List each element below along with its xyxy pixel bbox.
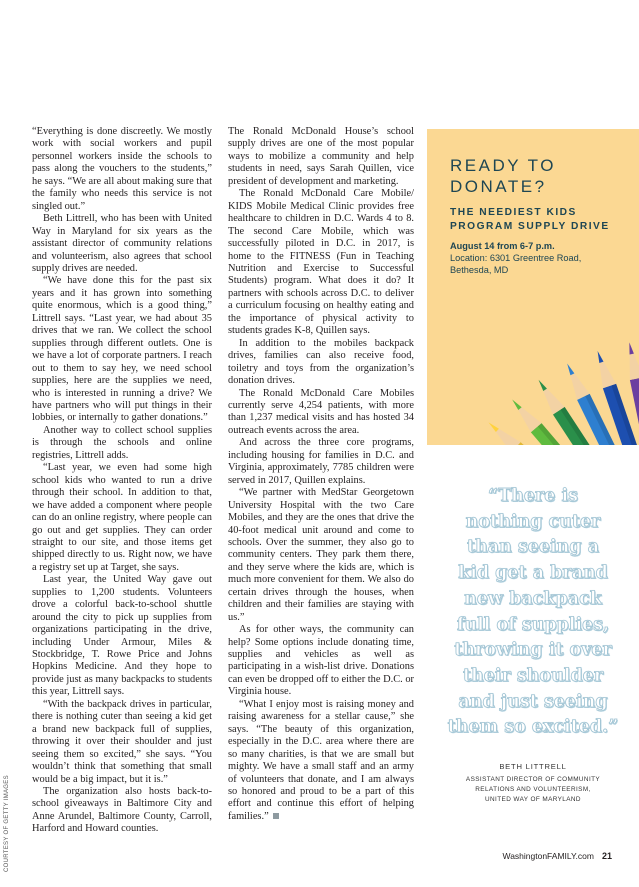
article-paragraph: As for other ways, the community can help? Some options include donating time, supplies and vehicles as well as participating in a wish-list drive. Donations can even be dropped off to either the D.C. or Virginia house.	[228, 624, 414, 698]
pull-quote-line: “There is	[488, 486, 578, 506]
sidebar-text	[450, 155, 630, 276]
attribution-title-line: UNITED WAY OF MARYLAND	[485, 796, 581, 804]
article-paragraph: The Ronald McDonald Care Mobiles currently serve 4,254 patients, with more than 1,237 medical visits and has hosted 34 outreach events across the area.	[228, 387, 414, 436]
article-paragraph: The Ronald McDonald House’s school supply drives are one of the most popular ways to mobilize a community and help students in need, says Sarah Quillen, vice president of development and marketing.	[228, 126, 414, 187]
pull-quote-line: them so excited.”	[447, 717, 619, 738]
pull-quote-line: kid get a brand	[458, 563, 608, 584]
article-column-2	[228, 126, 414, 823]
article-paragraph: And across the three core programs, including housing for families in D.C. and Virginia, approximately, 7785 children were served in 2017, Quillen explains.	[228, 437, 414, 486]
sidebar-title-line2: DONATE?	[450, 177, 547, 196]
page-number: 21	[601, 851, 612, 861]
article-paragraph: “With the backpack drives in particular, there is nothing cuter than seeing a kid get a brand new backpack full of supplies, throwing it over their shoulder and just seeing them so excited,” she says. “You wouldn’t think that something that small would be a big impact, but it is.”	[32, 698, 212, 785]
attribution-title-line: ASSISTANT DIRECTOR OF COMMUNITY	[465, 776, 601, 783]
attribution-title-line: RELATIONS AND VOLUNTEERISM,	[475, 786, 591, 794]
pull-quote-attribution	[427, 762, 639, 806]
sidebar-subtitle	[450, 206, 630, 233]
sidebar-subtitle-line1: THE NEEDIEST KIDS	[450, 207, 577, 218]
article-paragraph: “What I enjoy most is raising money and raising awareness for a stellar cause,” she says. “The beauty of this organization, especially in the D.C. area where there are so many charities, is that we are small but mighty. We have a small staff and an army of volunteers that donate, and I am always so honored and proud to be a part of this effort and continue this effort of helping families.”	[228, 698, 414, 822]
article-paragraph: Beth Littrell, who has been with United Way in Maryland for six years as the assistant director of community relations and volunteerism, also agrees that school supply drives are needed.	[32, 213, 212, 274]
pull-quote-line: new backpack	[464, 588, 602, 609]
pull-quote-line: throwing it over	[454, 640, 612, 661]
event-date: August 14 from 6-7 p.m.	[450, 241, 555, 251]
article-paragraph: Last year, the United Way gave out supplies to 1,200 students. Volunteers drove a colorful back-to-school shuttle around the city to pick up supplies from organizations participating in the drive, including Under Armour, Miles & Stockbridge, T. Rowe Price and Johns Hopkins Medicine. And they hope to provide just as many backpacks to students this year, Littrell says.	[32, 574, 212, 698]
article-paragraph: “We have done this for the past six years and it has grown into something quite enormous, which is a good thing,” Littrell says. “Last year, we had about 35 drives that we ran. We collect the school supplies through different outlets. One is we have a lot of corporate partners. I reach out to them to say hey, we need school supplies, here are the supplies we need, who is interested in running a drive? We have partners who will put things in their lobbies, or internally to gather donations.”	[32, 275, 212, 424]
pull-quote-line: nothing cuter	[465, 511, 601, 532]
article-paragraph: “We partner with MedStar Georgetown University Hospital with the two Care Mobiles, and they are the ones that drive the 40-foot medical unit around and come to schools. Over the summer, they also go to community centers. They park them there, and they serve where the kids are, which is much more convenient for them. We also do certain drives through the houses, when children and their families are staying with us.”	[228, 487, 414, 623]
sidebar-title	[450, 155, 630, 197]
attribution-name: BETH LITTRELL	[499, 762, 567, 771]
article-paragraph: The Ronald McDonald Care Mobile/ KIDS Mobile Medical Clinic provides free healthcare to children in D.C. Wards 4 to 8. The second Care Mobile, which was successfully piloted in D.C. in 2017, is home to the FITNESS (Fun in Teaching Nutrition and Exercise to Successful Students) program. What does it do? It partners with schools across D.C. to deliver a curriculum focusing on healthy eating and the importance of physical activity to students grades K-8, Quillen says.	[228, 188, 414, 337]
photo-credit: COURTESY OF GETTY IMAGES	[4, 775, 10, 872]
event-location	[450, 252, 630, 276]
pull-quote-line: their shoulder	[462, 665, 604, 686]
article-paragraph: “Last year, we even had some high school kids who wanted to run a drive through their school. In addition to that, we have added a component where people can do an online registry, where people can go out and get supplies. They can order straight to our site, and those items get shipped directly to us. Right now, we have a registry set up at Target, she says.	[32, 462, 212, 573]
pull-quote-line: and just seeing	[458, 691, 608, 712]
pull-quote-line: than seeing a	[466, 537, 600, 558]
attribution-title	[427, 775, 639, 806]
article-paragraph: In addition to the mobiles backpack drives, families can also receive food, toiletry and toys from the organization’s donation drives.	[228, 337, 414, 387]
end-of-article-mark	[273, 813, 279, 819]
event-location-line1: Location: 6301 Greentree Road,	[450, 253, 582, 263]
donate-sidebar	[427, 129, 639, 445]
sidebar-subtitle-line2: PROGRAM SUPPLY DRIVE	[450, 220, 610, 232]
article-paragraph: The organization also hosts back-to-school giveaways in Baltimore City and Anne Arundel, Baltimore County, Carroll, Harford and Howard counties.	[32, 786, 212, 835]
pull-quote	[427, 484, 639, 741]
article-paragraph: “Everything is done discreetly. We mostly work with social workers and pupil personnel workers inside the schools to pass along the vouchers to the students,” he says. “We are all about making sure that the family who needs this service is not singled out.”	[32, 126, 212, 212]
article-column-1	[32, 126, 212, 836]
article-paragraph: Another way to collect school supplies is through the schools and online registries, Littrell adds.	[32, 424, 212, 461]
pull-quote-line: full of supplies,	[456, 614, 610, 635]
site-url: WashingtonFAMILY.com	[502, 851, 594, 861]
sidebar-title-line1: READY TO	[450, 156, 556, 175]
page-footer	[502, 851, 612, 861]
event-location-line2: Bethesda, MD	[450, 265, 509, 275]
